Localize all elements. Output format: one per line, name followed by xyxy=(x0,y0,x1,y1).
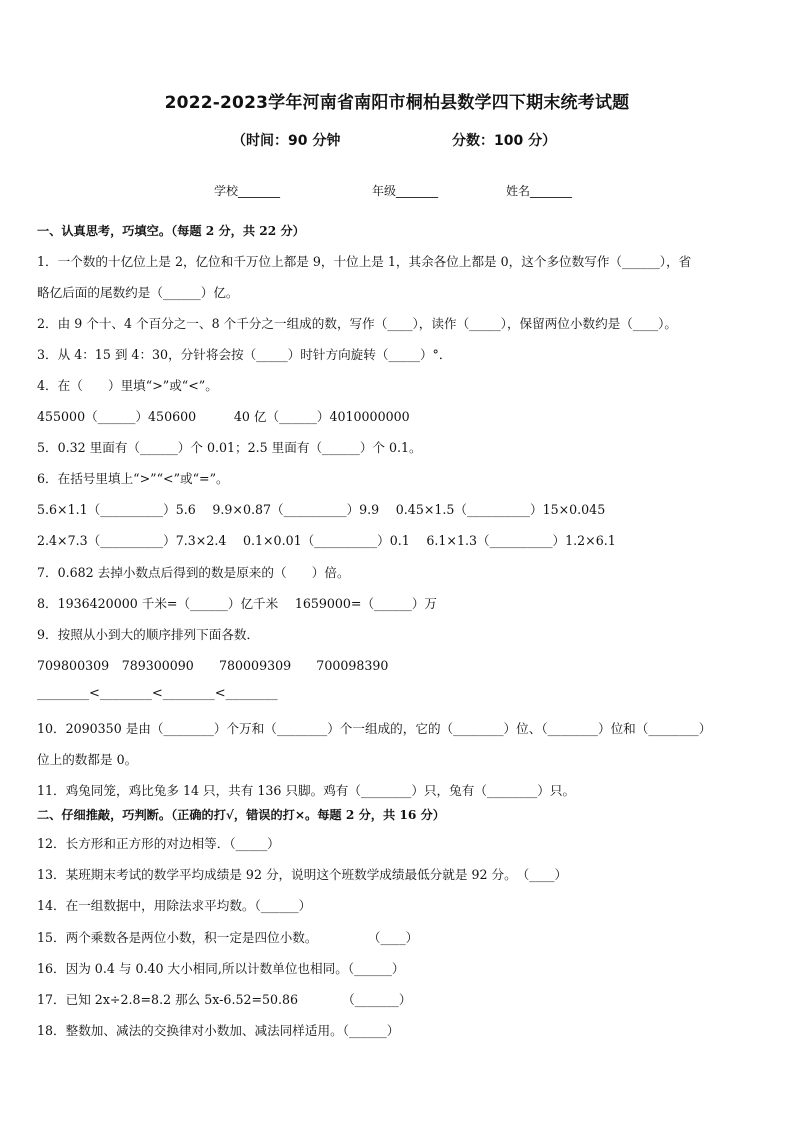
question-6-row-1: 5.6×1.1（__________）5.6 9.9×0.87（__________）9.9 0.45×1.5（__________）15×0.045 xyxy=(37,502,606,517)
question-5: 5．0.32 里面有（______）个 0.01；2.5 里面有（______）个 0.1。 xyxy=(37,440,422,455)
page-title: 2022-2023学年河南省南阳市桐柏县数学四下期末统考试题 xyxy=(164,93,630,113)
question-10-line-1: 10．2090350 是由（________）个万和（________）个一组成的，它的（________）位、（________）位和（________） xyxy=(37,721,712,736)
question-8: 8．1936420000 千米=（______）亿千米 1659000=（______）万 xyxy=(37,596,438,611)
question-15: 15．两个乘数各是两位小数，积一定是四位小数。 （____） xyxy=(37,930,419,945)
question-16: 16．因为 0.4 与 0.40 大小相同,所以计数单位也相同。（______） xyxy=(37,961,405,976)
question-9-blanks: ________<________<________<________ xyxy=(37,686,278,701)
question-12: 12．长方形和正方形的对边相等．（_____） xyxy=(37,836,280,851)
question-9-numbers: 709800309 789300090 780009309 700098390 xyxy=(37,658,389,673)
question-3: 3．从 4：15 到 4：30，分针将会按（_____）时针方向旋转（_____）°． xyxy=(37,347,452,362)
time-info: （时间：90 分钟 xyxy=(232,133,341,149)
question-1-line-1: 1．一个数的十亿位上是 2，亿位和千万位上都是 9，十位上是 1，其余各位上都是 0，这个多位数写作（______），省 xyxy=(37,254,692,269)
question-4: 4．在（ ）里填“>”或“<”。 xyxy=(37,378,218,393)
question-2: 2．由 9 个十、4 个百分之一、8 个千分之一组成的数，写作（____），读作（_____），保留两位小数约是（____）。 xyxy=(37,316,677,331)
section-heading-2: 二、仔细推敲，巧判断。（正确的打√，错误的打×。每题 2 分，共 16 分） xyxy=(37,808,445,822)
question-1-line-2: 略亿后面的尾数约是（______）亿。 xyxy=(37,285,239,300)
question-6: 6．在括号里填上“>”“<”或“=”。 xyxy=(37,471,229,486)
school-field: 学校_______ xyxy=(214,184,281,198)
question-4-items: 455000（______）450600 40 亿（______）4010000000 xyxy=(37,409,410,424)
name-field: 姓名_______ xyxy=(506,184,573,198)
question-14: 14．在一组数据中，用除法求平均数。（______） xyxy=(37,898,312,913)
question-17: 17．已知 2x÷2.8=8.2 那么 5x-6.52=50.86 （_______） xyxy=(37,992,412,1007)
question-7: 7．0.682 去掉小数点后得到的数是原来的（ ）倍。 xyxy=(37,565,350,580)
question-6-row-2: 2.4×7.3（__________）7.3×2.4 0.1×0.01（__________）0.1 6.1×1.3（__________）1.2×6.1 xyxy=(37,533,616,548)
question-13: 13．某班期末考试的数学平均成绩是 92 分，说明这个班数学成绩最低分就是 92 分。 （____） xyxy=(37,867,568,882)
grade-field: 年级_______ xyxy=(372,184,439,198)
question-9: 9．按照从小到大的顺序排列下面各数． xyxy=(37,627,260,642)
score-info: 分数：100 分） xyxy=(452,133,557,149)
question-11: 11．鸡兔同笼，鸡比兔多 14 只，共有 136 只脚。鸡有（________）只，兔有（________）只。 xyxy=(37,783,576,798)
question-10-line-2: 位上的数都是 0。 xyxy=(37,752,138,767)
section-heading-1: 一、认真思考，巧填空。（每题 2 分，共 22 分） xyxy=(37,224,305,238)
question-18: 18．整数加、减法的交换律对小数加、减法同样适用。（______） xyxy=(37,1023,400,1038)
